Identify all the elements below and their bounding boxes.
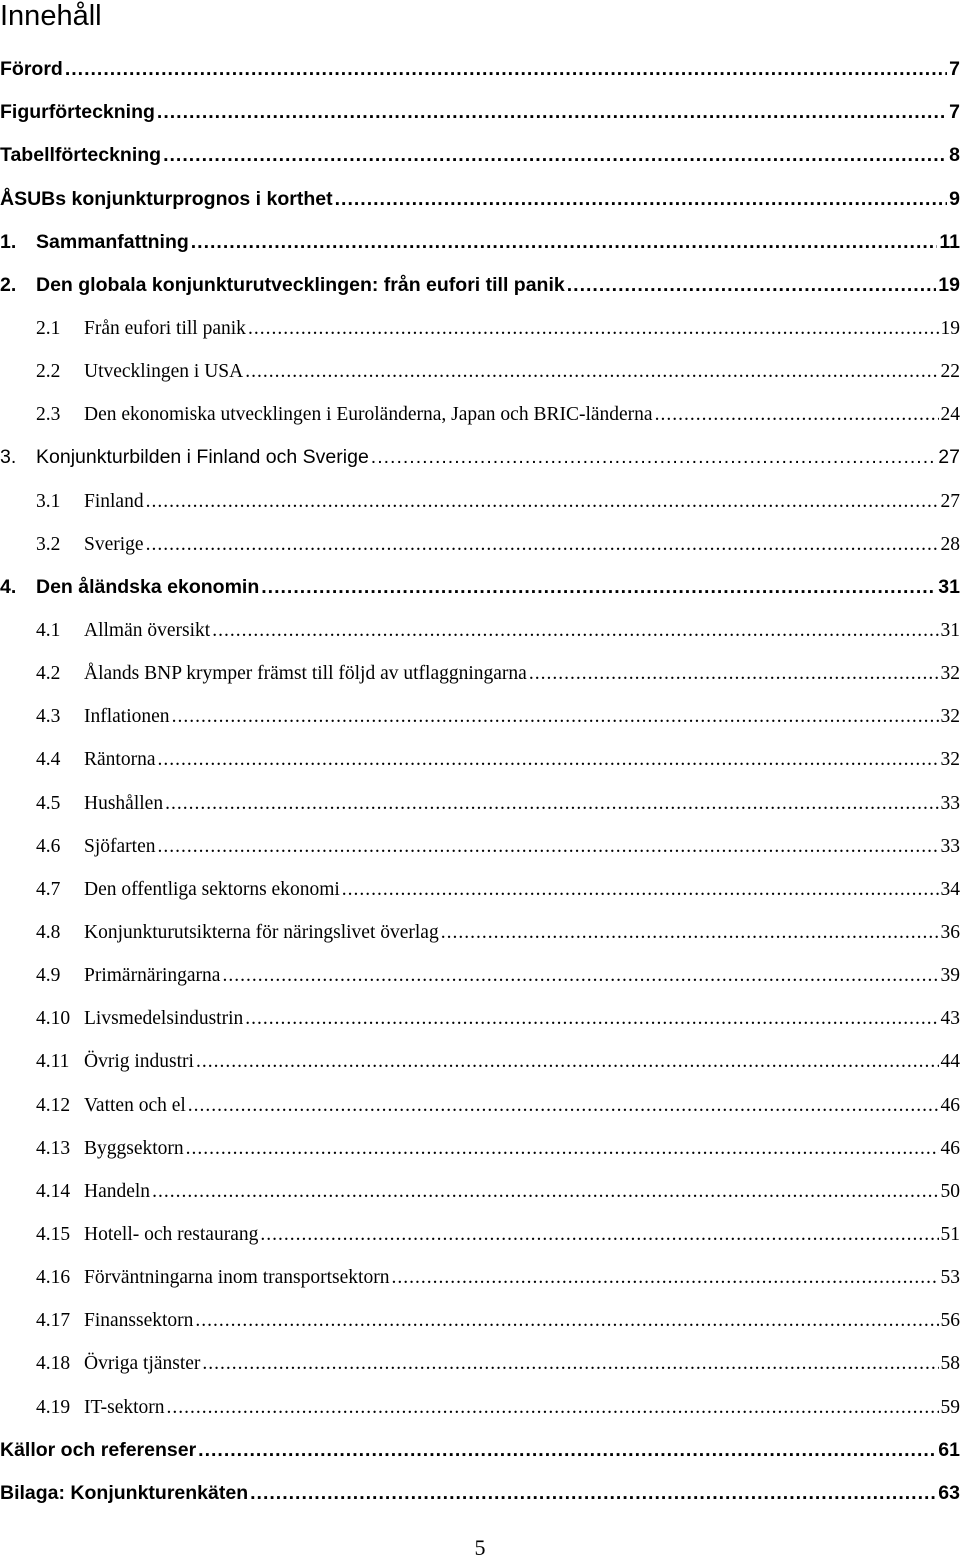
toc-entry-page: 53 xyxy=(940,1267,960,1289)
toc-dot-leader xyxy=(335,188,948,211)
toc-entry-label: Finanssektorn xyxy=(84,1310,194,1332)
toc-entry-page: 11 xyxy=(939,230,960,253)
toc-entry[interactable] xyxy=(0,908,960,951)
toc-entry-number: 4.7 xyxy=(36,878,61,900)
toc-entry[interactable] xyxy=(0,347,960,390)
toc-entry-number: 4.8 xyxy=(36,921,61,943)
toc-entry-label: Konjunkturutsikterna för näringslivet överlag xyxy=(84,921,439,943)
toc-entry-page: 31 xyxy=(940,619,960,641)
toc-entry-page: 58 xyxy=(940,1353,960,1375)
toc-entry-page: 56 xyxy=(940,1310,960,1332)
toc-dot-leader xyxy=(441,922,939,944)
toc-entry-label: Bilaga: Konjunkturenkäten xyxy=(0,1481,249,1504)
toc-entry-page: 7 xyxy=(949,58,960,81)
toc-dot-leader xyxy=(163,144,947,167)
toc-entry[interactable] xyxy=(0,778,960,821)
toc-dot-leader xyxy=(146,491,939,513)
toc-entry-label: Övrig industri xyxy=(84,1051,194,1073)
toc-entry[interactable] xyxy=(0,1210,960,1253)
toc-entry-page: 19 xyxy=(940,317,960,339)
toc-dot-leader xyxy=(165,793,938,815)
toc-entry[interactable] xyxy=(0,735,960,778)
toc-entry-number-wrap xyxy=(0,965,84,987)
toc-dot-leader xyxy=(245,1008,938,1030)
toc-entry-label: Vatten och el xyxy=(84,1094,186,1116)
toc-dot-leader xyxy=(191,231,938,254)
toc-entry[interactable] xyxy=(0,1382,960,1425)
toc-dot-leader xyxy=(567,274,937,297)
toc-entry[interactable] xyxy=(0,390,960,433)
toc-entry[interactable] xyxy=(0,1339,960,1382)
toc-entry-number: 4.10 xyxy=(36,1008,71,1030)
toc-entry[interactable] xyxy=(0,951,960,994)
page-number: 5 xyxy=(474,1535,486,1560)
toc-dot-leader xyxy=(157,836,938,858)
toc-entry-number-wrap xyxy=(0,404,84,426)
toc-entry-number: 4.18 xyxy=(36,1353,71,1375)
toc-entry-label: IT-sektorn xyxy=(84,1396,165,1418)
toc-entry[interactable] xyxy=(0,218,960,261)
toc-entry-number: 4.1 xyxy=(36,619,61,641)
toc-entry[interactable] xyxy=(0,304,960,347)
toc-entry-page: 31 xyxy=(938,575,960,598)
toc-dot-leader xyxy=(250,1482,936,1505)
toc-entry-label: Figurförteckning xyxy=(0,101,155,124)
toc-entry-label: Sammanfattning xyxy=(36,230,189,253)
toc-entry[interactable] xyxy=(0,476,960,519)
toc-entry-label: Byggsektorn xyxy=(84,1137,184,1159)
toc-entry-page: 61 xyxy=(938,1438,960,1461)
toc-entry-number-wrap xyxy=(0,1310,84,1332)
toc-entry-page: 22 xyxy=(940,361,960,383)
toc-entry-label: Från eufori till panik xyxy=(84,317,246,339)
toc-entry-page: 51 xyxy=(940,1223,960,1245)
toc-entry-label: Sjöfarten xyxy=(84,835,156,857)
toc-entry-number-wrap xyxy=(0,318,84,340)
toc-entry-page: 63 xyxy=(938,1481,960,1504)
toc-entry-number: 2. xyxy=(0,273,17,296)
toc-entry-number-wrap xyxy=(0,749,84,771)
toc-dot-leader xyxy=(529,663,939,685)
toc-dot-leader xyxy=(195,1310,938,1332)
toc-entry-page: 32 xyxy=(940,749,960,771)
toc-entry-label: Hotell- och restaurang xyxy=(84,1223,259,1245)
toc-entry[interactable] xyxy=(0,45,960,88)
toc-entry-number-wrap xyxy=(0,663,84,685)
toc-dot-leader xyxy=(391,1267,938,1289)
toc-entry-number-wrap xyxy=(0,1397,84,1419)
toc-dot-leader xyxy=(152,1181,938,1203)
toc-dot-leader xyxy=(167,1397,939,1419)
toc-entry-number: 4.9 xyxy=(36,965,61,987)
toc-entry[interactable] xyxy=(0,131,960,174)
toc-entry[interactable] xyxy=(0,822,960,865)
toc-entry-number: 4.17 xyxy=(36,1310,71,1332)
toc-entry[interactable] xyxy=(0,433,960,476)
toc-entry-label: Utvecklingen i USA xyxy=(84,361,244,383)
toc-entry-number: 4.4 xyxy=(36,749,61,771)
table-of-contents xyxy=(0,45,960,1512)
page-title: Innehåll xyxy=(0,0,102,32)
toc-entry-label: Förord xyxy=(0,58,63,81)
toc-entry-label: Övriga tjänster xyxy=(84,1353,201,1375)
toc-entry[interactable] xyxy=(0,261,960,304)
toc-entry-number: 4.12 xyxy=(36,1094,71,1116)
toc-dot-leader xyxy=(146,534,939,556)
toc-dot-leader xyxy=(248,318,939,340)
toc-entry-number-wrap xyxy=(0,706,84,728)
toc-entry-number-wrap xyxy=(0,1353,84,1375)
toc-entry-label: Ålands BNP krymper främst till följd av utflaggningarna xyxy=(84,663,527,685)
toc-entry-label: Sverige xyxy=(84,533,144,555)
toc-entry-number-wrap xyxy=(0,922,84,944)
toc-entry-number: 4.14 xyxy=(36,1180,71,1202)
toc-entry-label: Konjunkturbilden i Finland och Sverige xyxy=(36,446,369,469)
toc-entry-number: 3. xyxy=(0,446,17,469)
toc-entry-label: Förväntningarna inom transportsektorn xyxy=(84,1267,390,1289)
toc-entry[interactable] xyxy=(0,1426,960,1469)
toc-entry-number: 4.5 xyxy=(36,792,61,814)
toc-entry-page: 27 xyxy=(938,446,960,469)
toc-entry-page: 32 xyxy=(940,663,960,685)
toc-entry-page: 39 xyxy=(940,965,960,987)
toc-entry-number: 4.2 xyxy=(36,663,61,685)
toc-entry-number-wrap xyxy=(0,361,84,383)
toc-entry[interactable] xyxy=(0,1037,960,1080)
toc-dot-leader xyxy=(261,576,936,599)
toc-entry[interactable] xyxy=(0,1080,960,1123)
toc-entry-label: Inflationen xyxy=(84,706,170,728)
toc-dot-leader xyxy=(198,1439,936,1462)
toc-entry-page: 43 xyxy=(940,1008,960,1030)
toc-entry[interactable] xyxy=(0,1124,960,1167)
toc-entry-label: Allmän översikt xyxy=(84,619,211,641)
toc-entry-number: 1. xyxy=(0,230,17,253)
toc-entry-number: 4.3 xyxy=(36,706,61,728)
toc-entry-label: Primärnäringarna xyxy=(84,965,221,987)
toc-entry[interactable] xyxy=(0,865,960,908)
toc-entry-page: 36 xyxy=(940,921,960,943)
toc-entry[interactable] xyxy=(0,563,960,606)
toc-dot-leader xyxy=(342,879,939,901)
toc-entry-number-wrap xyxy=(0,1181,84,1203)
toc-dot-leader xyxy=(202,1353,938,1375)
toc-entry-page: 44 xyxy=(940,1051,960,1073)
toc-entry-number: 4.16 xyxy=(36,1267,71,1289)
toc-dot-leader xyxy=(65,58,947,81)
toc-dot-leader xyxy=(222,965,938,987)
toc-entry-page: 19 xyxy=(938,273,960,296)
toc-entry[interactable] xyxy=(0,692,960,735)
toc-entry-page: 33 xyxy=(940,792,960,814)
toc-entry-page: 24 xyxy=(940,404,960,426)
toc-entry-page: 34 xyxy=(940,878,960,900)
toc-entry-number-wrap xyxy=(0,1095,84,1117)
toc-dot-leader xyxy=(157,749,938,771)
toc-entry-page: 9 xyxy=(949,187,960,210)
toc-entry-label: ÅSUBs konjunkturprognos i korthet xyxy=(0,187,333,210)
toc-entry[interactable] xyxy=(0,1167,960,1210)
toc-entry-number: 4.6 xyxy=(36,835,61,857)
toc-entry-page: 8 xyxy=(949,144,960,167)
toc-dot-leader xyxy=(188,1095,939,1117)
toc-entry-number: 4.13 xyxy=(36,1137,71,1159)
toc-entry-number: 3.1 xyxy=(36,490,61,512)
toc-entry-number-wrap xyxy=(0,491,84,513)
toc-entry-number-wrap xyxy=(0,620,84,642)
toc-entry-label: Den åländska ekonomin xyxy=(36,575,260,598)
toc-entry-label: Tabellförteckning xyxy=(0,144,162,167)
toc-dot-leader xyxy=(260,1224,938,1246)
toc-dot-leader xyxy=(371,446,937,469)
toc-entry-number-wrap xyxy=(0,793,84,815)
toc-entry[interactable] xyxy=(0,994,960,1037)
toc-entry-page: 7 xyxy=(949,101,960,124)
toc-entry-page: 32 xyxy=(940,706,960,728)
toc-entry-page: 27 xyxy=(940,490,960,512)
toc-entry-label: Hushållen xyxy=(84,792,164,814)
toc-entry-page: 46 xyxy=(940,1094,960,1116)
toc-entry[interactable] xyxy=(0,1469,960,1512)
toc-entry-label: Handeln xyxy=(84,1180,151,1202)
toc-entry[interactable] xyxy=(0,174,960,217)
toc-entry-label: Räntorna xyxy=(84,749,156,771)
toc-entry-page: 46 xyxy=(940,1137,960,1159)
toc-entry-number: 4.19 xyxy=(36,1396,71,1418)
toc-entry[interactable] xyxy=(0,1296,960,1339)
toc-entry-number: 4.15 xyxy=(36,1223,71,1245)
toc-dot-leader xyxy=(157,101,947,124)
toc-entry-number-wrap xyxy=(0,1224,84,1246)
toc-entry-number: 4.11 xyxy=(36,1051,70,1073)
toc-entry-number: 4. xyxy=(0,575,17,598)
toc-dot-leader xyxy=(172,706,939,728)
toc-dot-leader xyxy=(655,404,939,426)
toc-entry-number-wrap xyxy=(0,1138,84,1160)
toc-entry-label: Livsmedelsindustrin xyxy=(84,1008,244,1030)
toc-entry-label: Den globala konjunkturutvecklingen: från eufori till panik xyxy=(36,273,565,296)
toc-entry[interactable] xyxy=(0,1253,960,1296)
toc-entry-number: 2.3 xyxy=(36,404,61,426)
toc-entry-label: Den offentliga sektorns ekonomi xyxy=(84,878,340,900)
toc-dot-leader xyxy=(245,361,938,383)
toc-entry-label: Finland xyxy=(84,490,144,512)
toc-entry-number: 2.1 xyxy=(36,317,61,339)
toc-entry[interactable] xyxy=(0,88,960,131)
toc-entry-number-wrap xyxy=(0,879,84,901)
toc-entry-label: Källor och referenser xyxy=(0,1438,197,1461)
toc-entry-page: 59 xyxy=(940,1396,960,1418)
toc-entry-number-wrap xyxy=(0,534,84,556)
toc-entry[interactable] xyxy=(0,649,960,692)
toc-entry-number-wrap xyxy=(0,1008,84,1030)
toc-entry-label: Den ekonomiska utvecklingen i Euroländerna, Japan och BRIC-länderna xyxy=(84,404,653,426)
toc-entry-number-wrap xyxy=(0,1051,84,1073)
toc-entry-number-wrap xyxy=(0,836,84,858)
toc-entry-page: 50 xyxy=(940,1180,960,1202)
toc-entry[interactable] xyxy=(0,520,960,563)
toc-entry-number: 3.2 xyxy=(36,533,61,555)
toc-dot-leader xyxy=(196,1051,939,1073)
toc-entry-page: 28 xyxy=(940,533,960,555)
toc-entry[interactable] xyxy=(0,606,960,649)
toc-entry-page: 33 xyxy=(940,835,960,857)
toc-dot-leader xyxy=(212,620,938,642)
toc-entry-number: 2.2 xyxy=(36,361,61,383)
toc-entry-number-wrap xyxy=(0,1267,84,1289)
toc-dot-leader xyxy=(186,1138,939,1160)
